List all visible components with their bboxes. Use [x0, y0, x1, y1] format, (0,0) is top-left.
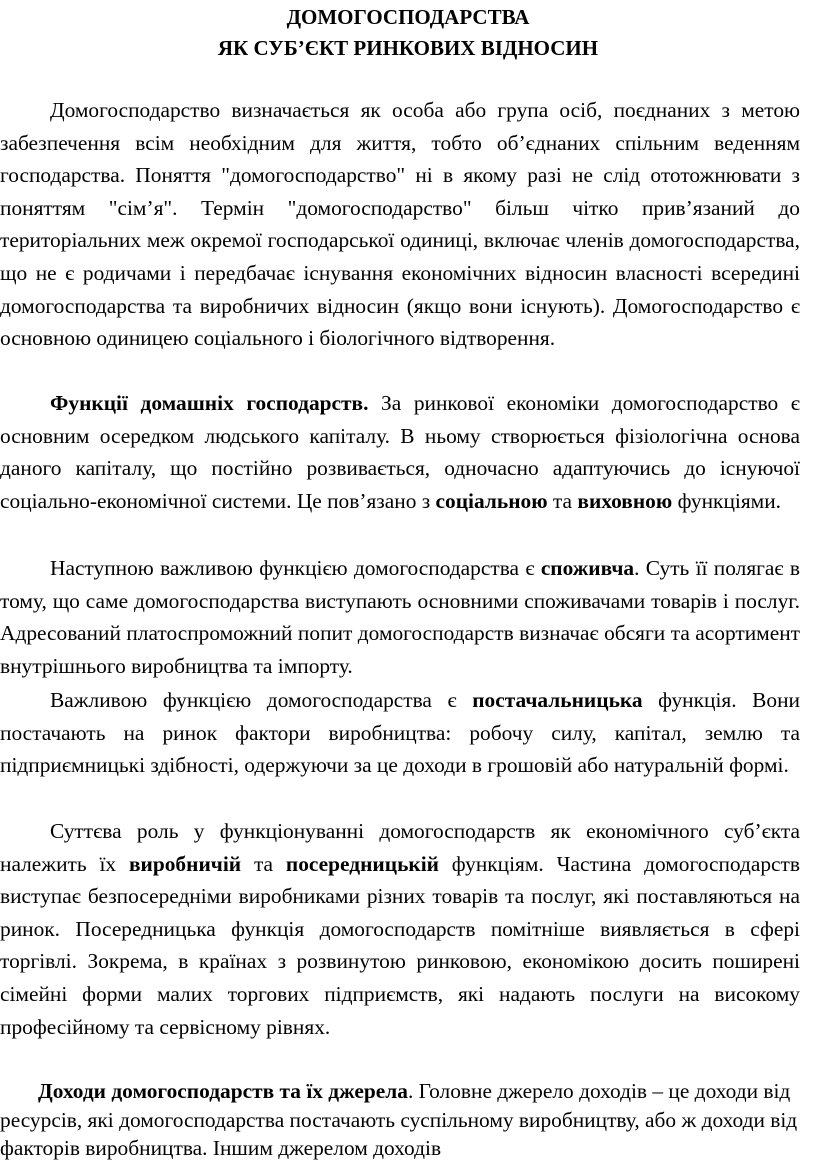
paragraph-text: За ринкової економіки домогосподарство є основним осередком людського капіталу. В ньому створюється фізіологічна основа даного капіталу, що постійно розвивається, одночасно адаптуючись до існуючої соціально-економічної системи. Це пов’язано з — [0, 391, 800, 513]
paragraph-supplier-function — [0, 684, 800, 782]
term-educational: виховною — [577, 488, 673, 513]
paragraph-functions — [0, 387, 800, 517]
paragraph-text: Важливою функцією домогосподарства є — [50, 688, 473, 712]
term-supplier: постачальницька — [472, 688, 643, 712]
page-title-line-2: ЯК СУБ’ЄКТ РИНКОВИХ ВІДНОСИН — [217, 36, 599, 60]
incomes-heading: Доходи домогосподарств та їх джерела — [38, 1079, 408, 1103]
term-intermediary: посередницькій — [285, 851, 439, 876]
paragraph-text: та — [241, 851, 286, 876]
paragraph-text: Наступною важливою функцією домогосподарства є — [50, 556, 541, 580]
paragraph-incomes — [0, 1077, 800, 1163]
paragraph-consumer-function — [0, 552, 800, 682]
paragraph-text: та — [547, 488, 578, 513]
functions-heading: Функції домашніх господарств. — [50, 391, 369, 415]
paragraph-text: . Головне джерело доходів – це доходи від ресурсів, які домогосподарства постачають суспільному виробництву, або ж доходи від факторів виробництва. Іншим джерелом доходів — [0, 1079, 798, 1160]
paragraph-definition: Домогосподарство визначається як особа або група осіб, поєднаних з метою забезпечення всім необхідним для життя, тобто об’єднаних спільним веденням господарства. Поняття "домогосподарство" ні в якому разі не слід ототожнювати з поняттям "сім’я". Термін "домогосподарство" більш чітко прив’язаний до територіальних меж окремої господарської одиниці, включає членів домогосподарства, що не є родичами і передбачає існування економічних відносин власності всередині домогосподарства та виробничих відносин (якщо вони існують). Домогосподарство є основною одиницею соціального і біологічного відтворення. — [0, 98, 800, 351]
paragraph-text: Суттєва роль у функціонуванні домогосподарств як економічного суб’єкта належить їх — [0, 819, 800, 876]
paragraph-production-function — [0, 815, 800, 1043]
term-production: виробничій — [128, 851, 242, 876]
paragraph-text: функціям. Частина домогосподарств виступає безпосередніми виробниками різних товарів та послуг, які поставляються на ринок. Посередницька функція домогосподарств помітніше виявляється в сфері торгівлі. Зокрема, в країнах з розвинутою ринковою, економікою досить поширені сімейні форми малих торгових підприємств, які надають послуги на високому професійному та сервісному рівнях. — [0, 851, 800, 1039]
paragraph-text: функціями. — [672, 488, 782, 513]
page-title-line-1: ДОМОГОСПОДАРСТВА — [286, 5, 530, 29]
term-consumer: споживча — [540, 556, 635, 580]
term-social: соціальною — [435, 488, 548, 513]
paragraph-text: . Суть її полягає в тому, що саме домогосподарства виступають основними споживачами товарів і послуг. Адресований платоспроможний попит домогосподарств визначає обсяги та асортимент внутрішнього виробництва та імпорту. — [0, 556, 800, 678]
paragraph-text: функція. Вони постачають на ринок фактори виробництва: робочу силу, капітал, землю та підприємницькі здібності, одержуючи за це доходи в грошовій або натуральній формі. — [0, 688, 800, 778]
